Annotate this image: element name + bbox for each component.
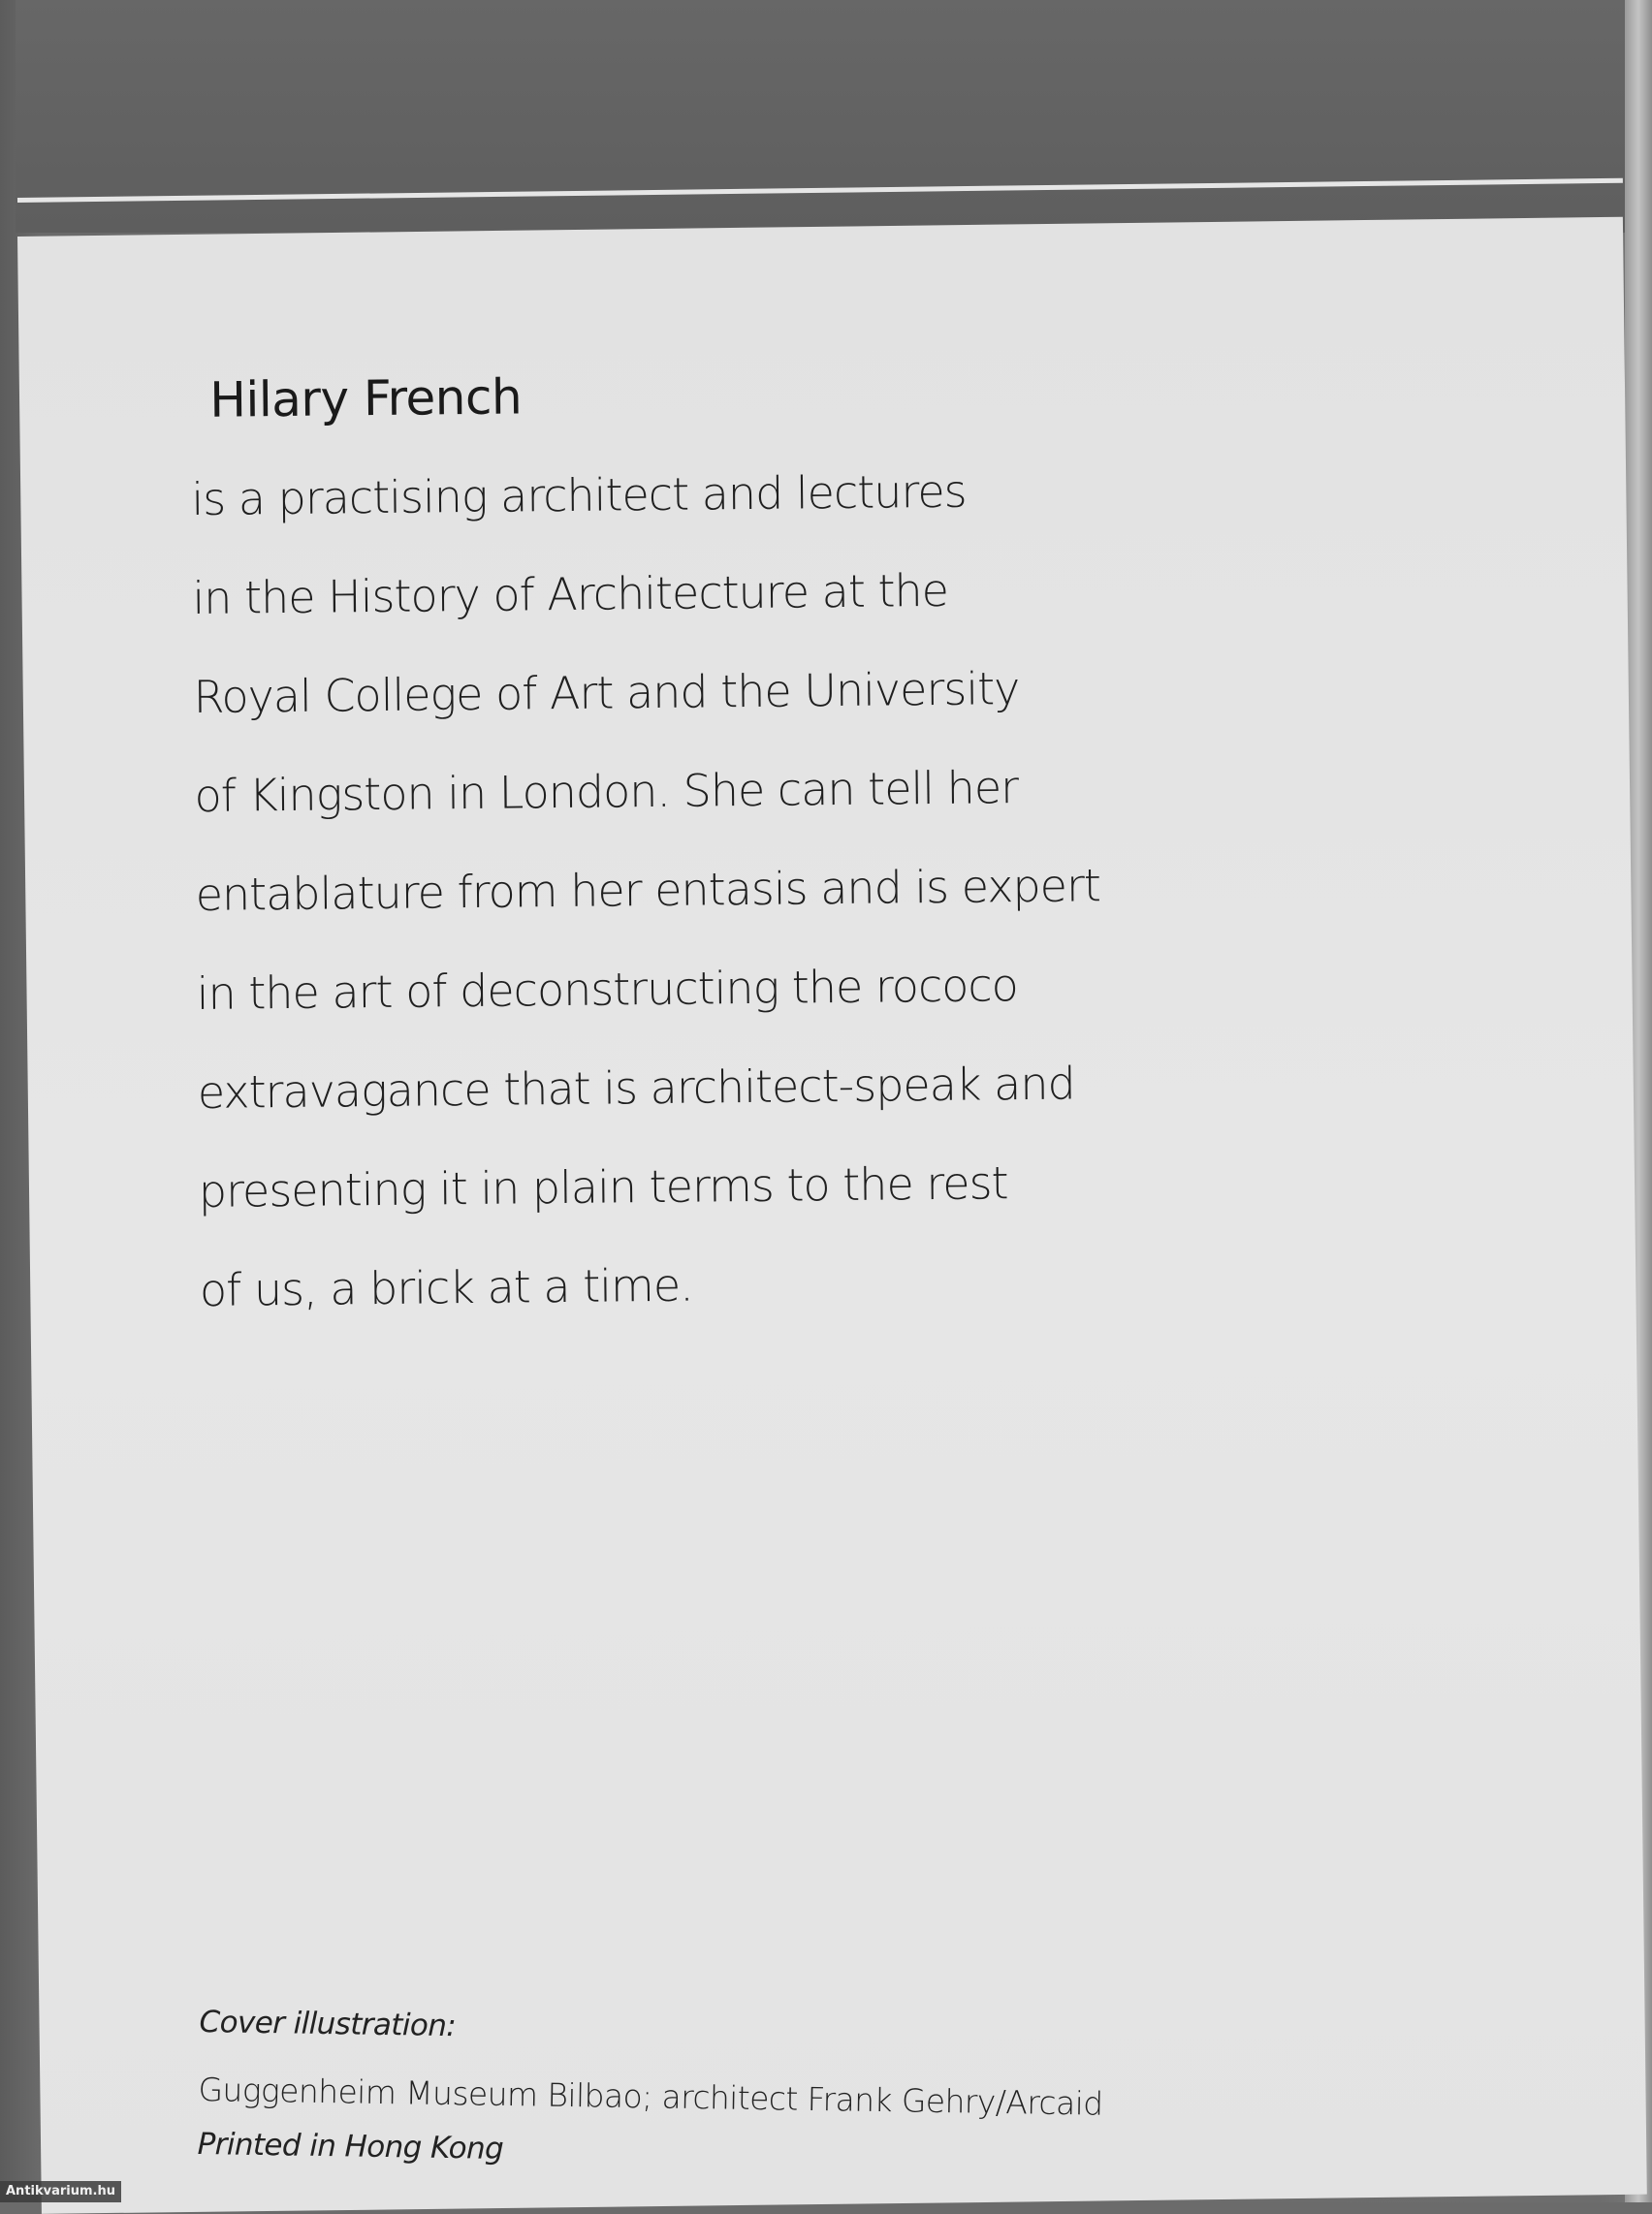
bio-line: is a practising architect and lectures <box>191 464 967 525</box>
bio-line: Royal College of Art and the University <box>193 662 1020 723</box>
watermark: Antikvarium.hu <box>0 2181 121 2202</box>
bio-line: extravagance that is architect-speak and <box>197 1057 1075 1119</box>
printed-in: Printed in Hong Kong <box>197 2126 504 2167</box>
bio-line: presenting it in plain terms to the rest <box>198 1156 1008 1218</box>
cover-illustration-label: Cover illustration: <box>199 2004 457 2044</box>
author-name: Hilary French <box>209 368 523 428</box>
author-bio <box>190 359 1169 1340</box>
credits-block <box>197 1997 1169 2185</box>
bio-line: of us, a brick at a time. <box>199 1258 694 1316</box>
bio-line: entablature from her entasis and is expert <box>195 859 1101 921</box>
bio-line: of Kingston in London. She can tell her <box>194 761 1019 822</box>
bio-line: in the History of Architecture at the <box>192 563 949 624</box>
bio-line: in the art of deconstructing the rococo <box>196 959 1019 1020</box>
cover-illustration-credit: Guggenheim Museum Bilbao; architect Frank Gehry/Arcaid <box>198 2070 1103 2123</box>
